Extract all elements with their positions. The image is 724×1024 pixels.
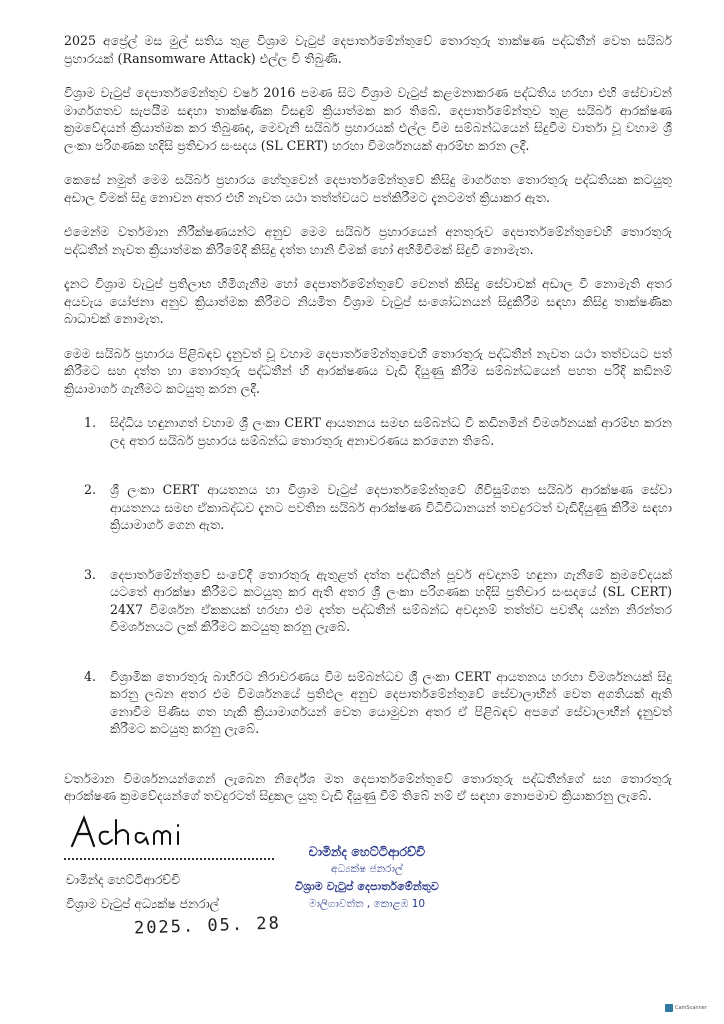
stamp-name: චාමින්ද හෙට්ටිආරච්චි bbox=[308, 844, 426, 859]
list-item-number: 3. bbox=[84, 566, 97, 582]
handwritten-signature bbox=[68, 812, 188, 852]
list-item-text: දෙපාර්තමේන්තුවේ සංවේදී තොරතුරු ඇතුළත් දත්ත පද්ධතීන් පූර්ව අවදානම් හඳුනා ගැනීමේ ක්‍රමවේදයක් යටතේ ආරක්ෂා කිරීමට කටයුතු කර ඇති අතර ශ්‍රී ලංකා පරිගණක හදිසි ප්‍රතිචාර සංසදයේ (SL CERT) 24X7 විමර්ශන ඒකකයක් හරහා එම දත්ත පද්ධතීන් සම්බන්ධ අවදානම් තත්ත්ව පවතීද යන්න නිරන්තර විමර්ශනයට ලක් කිරීමට කටයුතු කරනු ලැබේ. bbox=[110, 566, 672, 634]
data-loss-paragraph: එමෙන්ම වර්තමාන නිරීක්ෂණයන්ට අනුව මෙම සයිබර් ප්‍රහාරයෙන් අනතුරුව දෙපාර්තමේන්තුවෙහි තොරතුරු පද්ධතීන් නැවත ක්‍රියාත්මක කිරීමේදී කිසිදු දත්ත හානි වීමක් හෝ අහිමිවීමක් සිදුවී නොමැත. bbox=[64, 224, 672, 257]
list-item-number: 1. bbox=[84, 415, 97, 430]
camscanner-watermark bbox=[665, 1002, 709, 1014]
list-item bbox=[84, 481, 672, 534]
list-item bbox=[84, 668, 672, 738]
stamp-department: විශ්‍රාම වැටුප් දෙපාර්තමේන්තුව bbox=[295, 880, 439, 893]
services-paragraph: දැනට විශ්‍රාම වැටුප් ප්‍රතිලාභ හිමිගැනීම හෝ දෙපාර්තමේන්තුවේ වෙනත් කිසිදු සේවාවක් අඩාල වී නොමැති අතර අයවැය යෝජනා අනුව ක්‍රියාත්මක කිරීමට නියමිත විශ්‍රාම වැටුප් සංශෝධනයන් සිදුකිරීම සඳහා කිසිදු තාක්ෂණික බාධාවක් නොමැත. bbox=[64, 276, 672, 326]
stamp-address: මාලිගාවත්ත , කොළඹ 10 bbox=[308, 898, 426, 910]
camscanner-logo-icon bbox=[665, 1004, 673, 1012]
list-item-text: සිද්ධිය හඳුනාගත් වහාම ශ්‍රී ලංකා CERT ආයතනය සමඟ සම්බන්ධ වී කඩිනමින් විමර්ශනයක් ආරම්භ කරන ලද අතර සයිබර් ප්‍රහාරය සම්බන්ධ තොරතුරු අනාවරණය කරගෙන තිබේ. bbox=[110, 415, 672, 448]
list-item bbox=[84, 566, 672, 636]
signer-name: චාමින්ද හෙට්ටිආරච්චි bbox=[66, 872, 181, 887]
official-stamp bbox=[282, 842, 452, 913]
list-item-text: විශ්‍රාමික තොරතුරු බාහිරට නිරාවරණය වීම සම්බන්ධව ශ්‍රී ලංකා CERT ආයතනය හරහා විමර්ශනයක් සිදු කරනු ලබන අතර එම විමර්ශනයේ ප්‍රතිඵල අනුව දෙපාර්තමේන්තුවේ සේවාලාභීන් වෙත අගතියක් ඇති නොවීම පිණිස ගත හැකි ක්‍රියාමාර්ගයන් වෙත යොමුවන අතර ඒ පිළිබඳව අපගේ සේවාලාභීන් දැනුවත් කිරීමට කටයුතු කරනු ලැබේ. bbox=[110, 668, 672, 736]
camscanner-label: CamScanner bbox=[675, 1005, 707, 1011]
signature-line bbox=[64, 858, 274, 860]
background-paragraph: විශ්‍රාම වැටුප් දෙපාර්තමේන්තුව වර්ෂ 2016 පමණ සිට විශ්‍රාම වැටුප් කළමනාකරණ පද්ධතිය හරහා එහි සේවාවන් මාර්ගගතව සැපයීම සඳහා තාක්ෂණික විසඳුම් ක්‍රියාත්මක කර තිබේ. දෙපාර්තමේන්තුව තුළ සයිබර් ආරක්ෂණ ක්‍රමවේදයන් ක්‍රියාත්මක කර තිබුණද, මෙවැනි සයිබර් ප්‍රහාරයක් එල්ල වීම සම්බන්ධයෙන් සිදුවීම වාර්තා වූ වහාම ශ්‍රී ලංකා පරිගණක හදිසි ප්‍රතිචාර සංසදය (SL CERT) හරහා විමර්ශනයක් ආරම්භ කරන ලදී. bbox=[64, 85, 672, 153]
list-item-number: 2. bbox=[84, 482, 97, 497]
list-item-number: 4. bbox=[84, 668, 97, 684]
list-item bbox=[84, 414, 672, 449]
list-item-text: ශ්‍රී ලංකා CERT ආයතනය හා විශ්‍රාම වැටුප් දෙපාර්තමේන්තුවේ ගිවිසුම්ගත සයිබර් ආරක්ෂණ සේවා ආයතනය සමඟ ඒකාබද්ධව දැනට පවතින සයිබර් ආරක්ෂණ විධිවිධානයන් තවදුරටත් වැඩිදියුණු කිරීම සඳහා ක්‍රියාමාර්ග ගෙන ඇත. bbox=[110, 482, 672, 532]
signature-date: 2025. 05. 28 bbox=[133, 913, 282, 939]
signer-title: විශ්‍රාම වැටුප් අධ්‍යක්ෂ ජනරාල් bbox=[66, 896, 220, 911]
stamp-designation: අධ්‍යක්ෂ ජනරාල් bbox=[331, 863, 403, 875]
signature-block bbox=[64, 812, 684, 962]
impact-paragraph: කෙසේ නමුත් මෙම සයිබර් ප්‍රහාරය හේතුවෙන් දෙපාර්තමේන්තුවේ කිසිදු මාර්ගගත තොරතුරු පද්ධතියක කටයුතු අඩාල වීමක් සිදු නොවන අතර එහි නැවත යථා තත්ත්වයට පත්කිරීමට දැනටමත් ක්‍රියාකර ඇත. bbox=[64, 172, 672, 205]
closing-paragraph: වර්තමාන විමර්ශනයන්ගෙන් ලැබෙන නිර්දේශ මත දෙපාර්තමේන්තුවේ තොරතුරු පද්ධතීන්ගේ සහ තොරතුරු ආරක්ෂණ ක්‍රමවේදයන්ගේ තවදුරටත් සිදුකල යුතු වැඩි දියුණු වීම් තිබේ නම් ඒ සඳහා නොපමාව ක්‍රියාකරනු ලැබේ. bbox=[64, 770, 672, 803]
actions-list bbox=[64, 414, 672, 738]
intro-paragraph: 2025 අප්‍රේල් මස මුල් සතිය තුළ විශ්‍රාම වැටුප් දෙපාර්තමේන්තුවේ තොරතුරු තාක්ෂණ පද්ධතීන් වෙත සයිබර් ප්‍රහාරයක් (Ransomware Attack) එල්ල වී තිබුණි. bbox=[64, 33, 672, 66]
actions-intro-paragraph: මෙම සයිබර් ප්‍රහාරය පිළිබඳව දැනුවත් වූ වහාම දෙපාර්තමේන්තුවෙහි තොරතුරු පද්ධතීන් නැවත යථා තත්වයට පත් කිරීමට සහ දත්ත හා තොරතුරු පද්ධතීන් හි ආරක්ෂණය වැඩි දියුණු කිරීම සම්බන්ධයෙන් පහත පරිදි කඩිනම් ක්‍රියාමාර්ග ගැනීමට කටයුතු කරන ලදී. bbox=[64, 345, 672, 396]
